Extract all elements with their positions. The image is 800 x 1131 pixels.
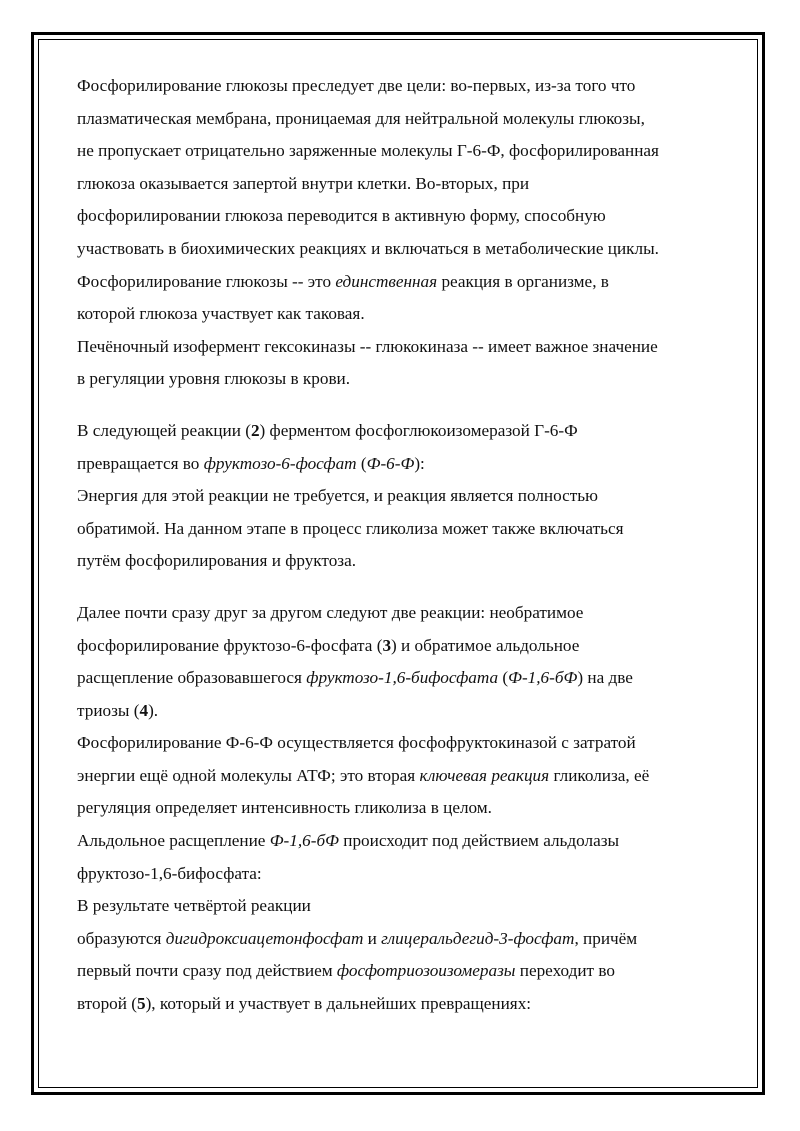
text-run: фруктозо-1,6-бифосфата: (77, 863, 262, 883)
paragraph-3 (77, 597, 727, 1021)
text-run: В результате четвёртой реакции (77, 896, 311, 916)
text-run: ). (148, 700, 159, 720)
text-line (77, 480, 727, 513)
text-line (77, 792, 727, 825)
reaction-number: 3 (382, 635, 392, 655)
text-line (77, 597, 727, 630)
document-body (77, 70, 727, 1021)
text-run: участвовать в биохимических реакциях и включаться в метаболические циклы. (77, 238, 659, 258)
italic-term: ключевая реакция (419, 765, 550, 785)
italic-term: глицеральдегид-3-фосфат (381, 928, 575, 948)
text-line (77, 103, 727, 136)
text-line (77, 727, 727, 760)
italic-term: Ф-6-Ф (366, 453, 415, 473)
text-line (77, 70, 727, 103)
text-run: Далее почти сразу друг за другом следуют две реакции: необратимое (77, 602, 584, 622)
text-run: обратимой. На данном этапе в процесс гликолиза может также включаться (77, 518, 624, 538)
text-run: ): (414, 453, 425, 473)
text-line (77, 858, 727, 891)
text-line (77, 448, 727, 481)
text-line (77, 331, 727, 364)
text-line (77, 266, 727, 299)
paragraph-2 (77, 415, 727, 578)
italic-term: единственная (335, 271, 438, 291)
text-run: которой глюкоза участвует как таковая. (77, 304, 365, 324)
italic-term: Ф-1,6-бФ (508, 668, 578, 688)
text-run: ), который и участвует в дальнейших превращениях: (145, 994, 532, 1014)
text-line (77, 955, 727, 988)
text-run: регуляция определяет интенсивность гликолиза в целом. (77, 798, 492, 818)
text-run: глюкоза оказывается запертой внутри клетки. Во-вторых, при (77, 173, 530, 193)
text-line (77, 298, 727, 331)
text-line (77, 630, 727, 663)
text-run: ( (498, 668, 509, 688)
text-run: не пропускает отрицательно заряженные молекулы Г-6-Ф, фосфорилированная (77, 141, 659, 161)
text-run: плазматическая мембрана, проницаемая для нейтральной молекулы глюкозы, (77, 108, 645, 128)
paragraph-gap (77, 396, 727, 415)
text-line (77, 760, 727, 793)
italic-term: дигидроксиацетонфосфат (165, 928, 364, 948)
text-line (77, 415, 727, 448)
text-line (77, 513, 727, 546)
text-run: ) на две (577, 668, 633, 688)
paragraph-1 (77, 70, 727, 396)
text-run: ) ферментом фосфоглюкоизомеразой Г-6-Ф (259, 420, 578, 440)
text-line (77, 988, 727, 1021)
text-run: переходит во (515, 961, 615, 981)
text-run: первый почти сразу под действием (77, 961, 337, 981)
text-run: энергии ещё одной молекулы АТФ; это вторая (77, 765, 420, 785)
text-run: и (363, 928, 382, 948)
italic-term: Ф-1,6-бФ (269, 831, 339, 851)
text-line (77, 135, 727, 168)
text-run: путём фосфорилирования и фруктоза. (77, 551, 357, 571)
italic-term: фруктозо-1,6-бифосфата (306, 668, 499, 688)
text-line (77, 662, 727, 695)
text-run: превращается во (77, 453, 204, 473)
text-run: Печёночный изофермент гексокиназы -- глюкокиназа -- имеет важное значение (77, 336, 658, 356)
text-run: фосфорилирование фруктозо-6-фосфата ( (77, 635, 383, 655)
text-run: ( (356, 453, 367, 473)
text-line (77, 825, 727, 858)
text-line (77, 890, 727, 923)
text-line (77, 695, 727, 728)
text-run: Фосфорилирование глюкозы -- это (77, 271, 336, 291)
text-run: , причём (574, 928, 638, 948)
text-run: Фосфорилирование Ф-6-Ф осуществляется фосфофруктокиназой с затратой (77, 733, 636, 753)
text-run: расщепление образовавшегося (77, 668, 307, 688)
text-run: В следующей реакции ( (77, 420, 251, 440)
text-run: реакция в организме, в (437, 271, 609, 291)
text-line (77, 923, 727, 956)
text-run: образуются (77, 928, 166, 948)
text-run: происходит под действием альдолазы (338, 831, 620, 851)
text-run: Энергия для этой реакции не требуется, и реакция является полностью (77, 486, 598, 506)
paragraph-gap (77, 578, 727, 597)
text-run: гликолиза, её (549, 765, 650, 785)
reaction-number: 5 (136, 994, 146, 1014)
reaction-number: 4 (139, 700, 149, 720)
text-run: в регуляции уровня глюкозы в крови. (77, 369, 351, 389)
text-run: фосфорилировании глюкоза переводится в активную форму, способную (77, 206, 606, 226)
text-run: Альдольное расщепление (77, 831, 270, 851)
text-line (77, 363, 727, 396)
text-line (77, 168, 727, 201)
text-run: триозы ( (77, 700, 140, 720)
text-run: Фосфорилирование глюкозы преследует две цели: во-первых, из-за того что (77, 76, 636, 95)
text-run: ) и обратимое альдольное (391, 635, 580, 655)
text-run: второй ( (77, 994, 137, 1014)
italic-term: фосфотриозоизомеразы (336, 961, 516, 981)
italic-term: фруктозо-6-фосфат (203, 453, 357, 473)
reaction-number: 2 (250, 420, 260, 440)
text-line (77, 200, 727, 233)
text-line (77, 545, 727, 578)
text-line (77, 233, 727, 266)
